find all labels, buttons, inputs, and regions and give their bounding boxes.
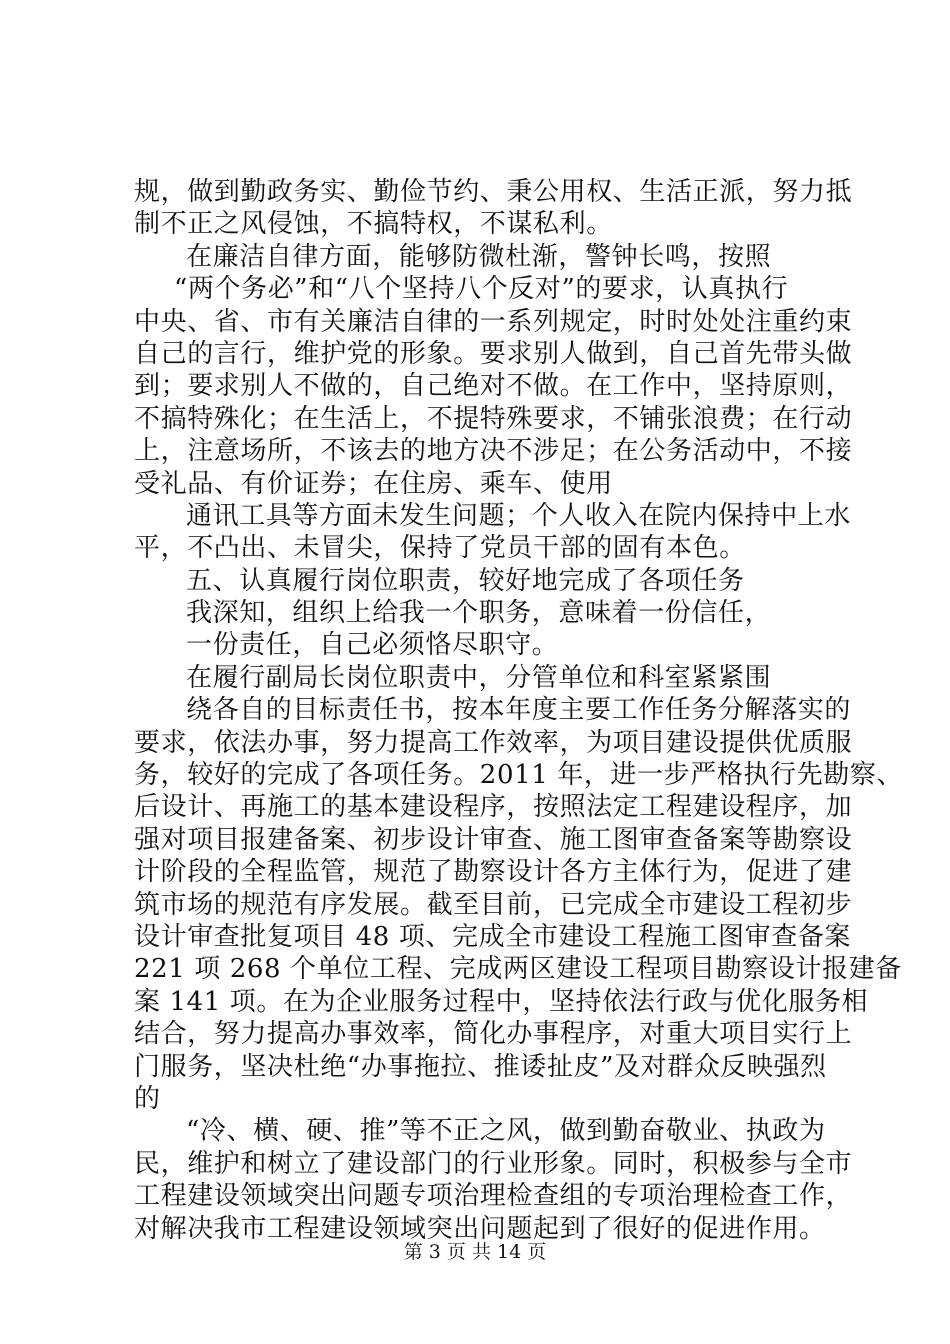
- text-line: 通讯工具等方面未发生问题；个人收入在院内保持中上水: [186, 500, 852, 531]
- text-line: 要求，依法办事，努力提高工作效率，为项目建设提供优质服: [134, 727, 853, 758]
- text-line: 设计审查批复项目 48 项、完成全市建设工程施工图审查备案: [134, 921, 852, 952]
- text-line: 绕各自的目标责任书，按本年度主要工作任务分解落实的: [186, 695, 852, 726]
- text-line: 在履行副局长岗位职责中，分管单位和科室紧紧围: [186, 662, 772, 693]
- text-line: 的: [134, 1083, 161, 1114]
- section-heading: 五、认真履行岗位职责，较好地完成了各项任务: [186, 565, 745, 596]
- text-line: 中央、省、市有关廉洁自律的一系列规定，时时处处注重约束: [134, 306, 853, 337]
- body-text: [134, 176, 904, 1245]
- text-line: 结合，努力提高办事效率，简化办事程序，对重大项目实行上: [134, 1019, 853, 1050]
- text-line: 221 项 268 个单位工程、完成两区建设工程项目勘察设计报建备: [134, 954, 902, 985]
- text-line: 强对项目报建备案、初步设计审查、施工图审查备案等勘察设: [134, 824, 853, 855]
- text-line: “两个务必”和“八个坚持八个反对”的要求，认真执行: [174, 274, 789, 305]
- text-line: 门服务，坚决杜绝“办事拖拉、推诿扯皮”及对群众反映强烈: [134, 1051, 827, 1082]
- text-line: 案 141 项。在为企业服务过程中，坚持依法行政与优化服务相: [134, 986, 869, 1017]
- text-line: 计阶段的全程监管，规范了勘察设计各方主体行为，促进了建: [134, 857, 853, 888]
- text-line: 平，不凸出、未冒尖，保持了党员干部的固有本色。: [134, 533, 746, 564]
- text-line: 上，注意场所，不该去的地方决不涉足；在公务活动中，不接: [134, 436, 853, 467]
- text-line: 我深知，组织上给我一个职务，意味着一份信任，: [186, 598, 772, 629]
- text-line: 后设计、再施工的基本建设程序，按照法定工程建设程序，加: [134, 792, 853, 823]
- text-line: 筑市场的规范有序发展。截至目前，已完成全市建设工程初步: [134, 889, 853, 920]
- text-line: 民，维护和树立了建设部门的行业形象。同时，积极参与全市: [134, 1148, 853, 1179]
- text-line: 工程建设领域突出问题专项治理检查组的专项治理检查工作，: [134, 1181, 853, 1212]
- text-line: 规，做到勤政务实、勤俭节约、秉公用权、生活正派，努力抵: [134, 177, 853, 207]
- page-footer: 第 3 页 共 14 页: [403, 1241, 547, 1263]
- text-line: 不搞特殊化；在生活上，不提特殊要求，不铺张浪费；在行动: [134, 403, 853, 434]
- text-line: 自己的言行，维护党的形象。要求别人做到，自己首先带头做: [134, 338, 853, 369]
- text-line: 到；要求别人不做的，自己绝对不做。在工作中，坚持原则，: [134, 371, 853, 402]
- text-line: 受礼品、有价证券；在住房、乘车、使用: [134, 468, 613, 499]
- text-line: 制不正之风侵蚀，不搞特权，不谋私利。: [134, 209, 613, 240]
- text-line: “冷、横、硬、推”等不正之风，做到勤奋敬业、执政为: [186, 1116, 826, 1147]
- text-line: 务，较好的完成了各项任务。2011 年，进一步严格执行先勘察、: [134, 760, 904, 791]
- text-line: 在廉洁自律方面，能够防微杜渐，警钟长鸣，按照: [186, 241, 772, 272]
- text-line: 对解决我市工程建设领域突出问题起到了很好的促进作用。: [134, 1213, 826, 1244]
- text-line: 一份责任，自己必须恪尽职守。: [186, 630, 559, 661]
